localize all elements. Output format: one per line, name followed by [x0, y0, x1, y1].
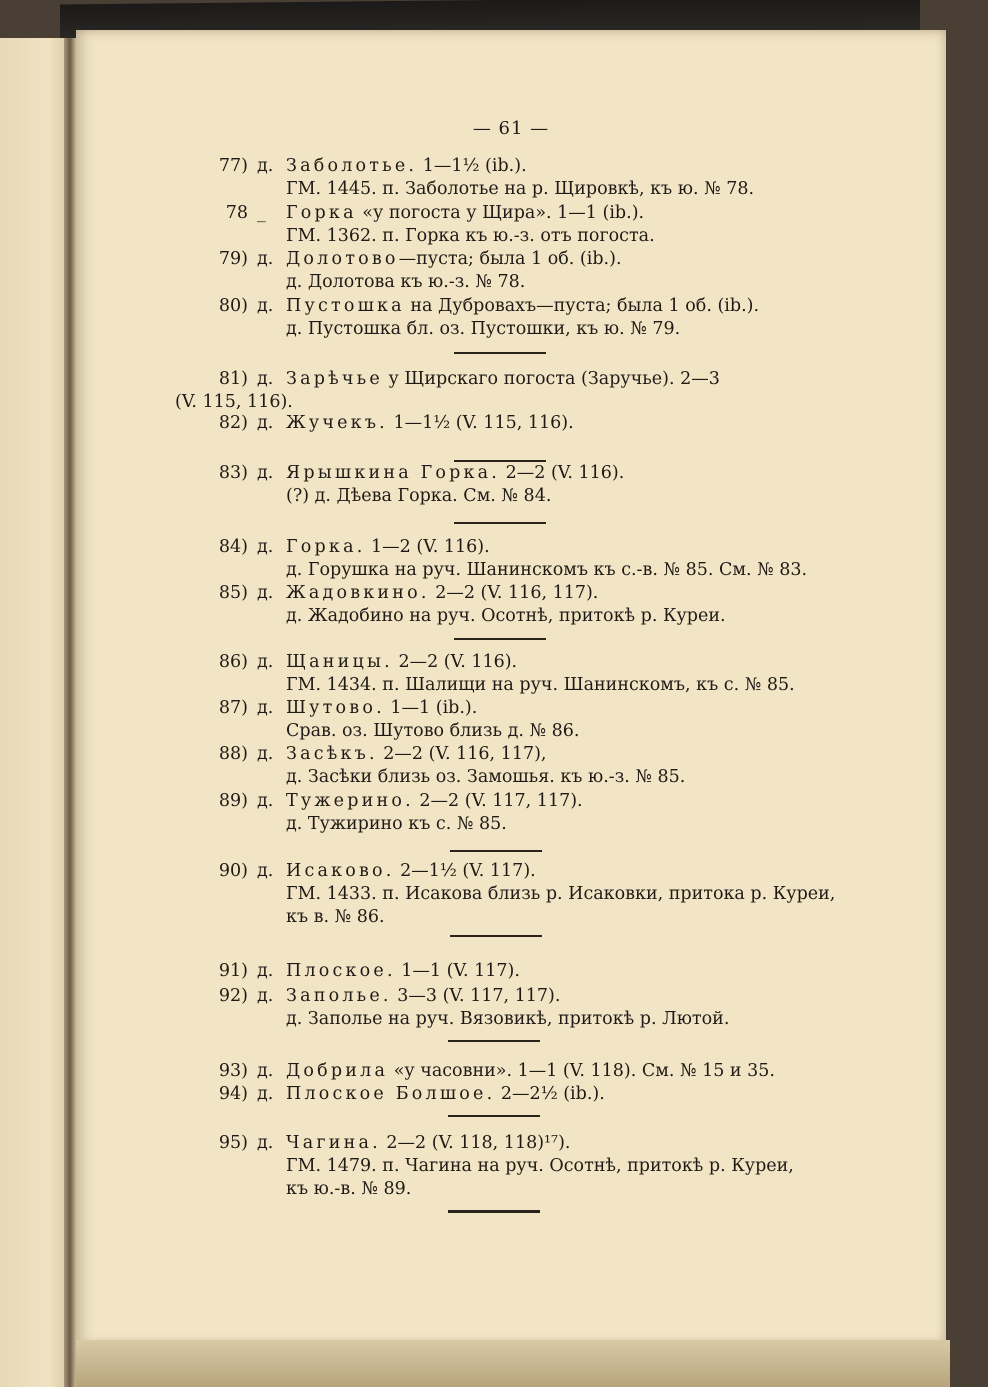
settlement-name: Жадовкино.	[286, 583, 430, 603]
entry-details: 2—2 (V. 116).	[392, 652, 518, 672]
entry-text	[286, 697, 477, 719]
settlement-type: д.	[257, 156, 274, 176]
book-gutter	[64, 38, 76, 1387]
entry-text	[286, 860, 536, 882]
settlement-name: Тужерино.	[286, 791, 414, 811]
entry-text	[286, 651, 517, 673]
entry-number: 90)	[218, 861, 248, 881]
left-page-edge	[0, 38, 70, 1387]
entry-text	[286, 960, 520, 982]
entry-note: ГМ. 1479. п. Чагина на руч. Осотнѣ, притокѣ р. Куреи,	[286, 1156, 794, 1176]
entry-details: на Дубровахъ—пуста; была 1 об. (ib.).	[404, 296, 760, 316]
entry-details: 2—2 (V. 116).	[500, 463, 625, 483]
settlement-name: Добрила	[286, 1061, 389, 1081]
entry-number: 89)	[218, 791, 248, 811]
separator-rule	[454, 460, 546, 462]
entry-number: 81)	[218, 369, 248, 389]
entry-note: д. Жадобино на руч. Осотнѣ, притокѣ р. Куреи.	[286, 606, 726, 626]
settlement-name: Ярышкина Горка.	[286, 463, 501, 483]
settlement-name: Пустошка	[286, 296, 405, 316]
separator-rule	[454, 638, 546, 640]
end-rule	[448, 1210, 540, 1213]
entry-details: «у погоста у Щира». 1—1 (ib.).	[356, 203, 645, 223]
entry-text	[286, 1083, 605, 1105]
entry-details: 1—1 (ib.).	[384, 698, 478, 718]
settlement-name: Засѣкъ.	[286, 744, 378, 764]
entry-note: ГМ. 1445. п. Заболотье на р. Щировкѣ, къ ю. № 78.	[286, 179, 755, 199]
settlement-name: Жучекъ.	[286, 413, 388, 433]
settlement-type: д.	[257, 463, 274, 483]
entry-text	[286, 248, 622, 270]
entry-note: (V. 115, 116).	[175, 392, 293, 412]
entry-text	[286, 790, 583, 812]
entry-number: 95)	[218, 1133, 248, 1153]
settlement-type: д.	[257, 861, 274, 881]
entry-note: д. Пустошка бл. оз. Пустошки, къ ю. № 79.	[286, 319, 681, 339]
entry-text	[286, 155, 527, 177]
settlement-name: Горка	[286, 203, 357, 223]
entry-note: ГМ. 1433. п. Исакова близь р. Исаковки, притока р. Куреи,	[286, 884, 836, 904]
settlement-type: д.	[257, 413, 274, 433]
entry-number: 87)	[218, 698, 248, 718]
settlement-type: д.	[257, 369, 274, 389]
entry-details: 2—2 (V. 117, 117).	[413, 791, 583, 811]
entry-details: 2—2½ (ib.).	[495, 1084, 605, 1104]
entry-details: —пуста; была 1 об. (ib.).	[398, 249, 622, 269]
entry-text	[286, 985, 560, 1007]
entry-text	[286, 743, 546, 765]
entry-details: 2—2 (V. 116, 117),	[377, 744, 547, 764]
settlement-name: Чагина.	[286, 1133, 381, 1153]
entry-text	[286, 536, 490, 558]
settlement-type: д.	[257, 791, 274, 811]
settlement-type: д.	[257, 1061, 274, 1081]
settlement-name: Шутово.	[286, 698, 385, 718]
settlement-name: Долотово	[286, 249, 399, 269]
entry-note: д. Долотова къ ю.-з. № 78.	[286, 272, 526, 292]
entry-number: 80)	[218, 296, 248, 316]
settlement-name: Горка.	[286, 537, 366, 557]
separator-rule	[448, 1040, 540, 1042]
entry-number: 83)	[218, 463, 248, 483]
page-bottom-edge	[76, 1340, 950, 1387]
entry-details: 1—1½ (V. 115, 116).	[387, 413, 574, 433]
settlement-name: Исаково.	[286, 861, 395, 881]
settlement-type: д.	[257, 961, 274, 981]
entry-text	[286, 462, 624, 484]
settlement-name: Плоское Болшое.	[286, 1084, 496, 1104]
entry-text	[286, 412, 574, 434]
entry-note: Срав. оз. Шутово близь д. № 86.	[286, 721, 580, 741]
entry-note: къ ю.-в. № 89.	[286, 1179, 412, 1199]
entry-details: 1—1 (V. 117).	[395, 961, 520, 981]
settlement-type: д.	[257, 986, 274, 1006]
entry-text	[286, 1060, 775, 1082]
entry-note: д. Горушка на руч. Шанинскомъ къ с.-в. № 85. См. № 83.	[286, 560, 808, 580]
settlement-type: д.	[257, 1084, 274, 1104]
entry-text	[286, 1132, 570, 1154]
entry-details: у Щирскаго погоста (Заручье). 2—3	[382, 369, 720, 389]
entry-number: 91)	[218, 961, 248, 981]
settlement-name: Заболотье.	[286, 156, 418, 176]
settlement-name: Заполье.	[286, 986, 392, 1006]
separator-rule	[454, 522, 546, 524]
entry-text	[286, 295, 759, 317]
separator-rule	[450, 850, 542, 852]
entry-text	[286, 582, 598, 604]
entry-text	[286, 368, 720, 390]
settlement-type: д.	[257, 249, 274, 269]
entry-number: 93)	[218, 1061, 248, 1081]
settlement-type: д.	[257, 296, 274, 316]
page-number: — 61 —	[472, 118, 550, 139]
entry-number: 94)	[218, 1084, 248, 1104]
entry-number: 88)	[218, 744, 248, 764]
entry-details: 1—1½ (ib.).	[417, 156, 527, 176]
settlement-type: д.	[257, 583, 274, 603]
settlement-name: Щаницы.	[286, 652, 393, 672]
entry-number: 85)	[218, 583, 248, 603]
settlement-type: д.	[257, 744, 274, 764]
settlement-type: д.	[257, 698, 274, 718]
settlement-type: д.	[257, 537, 274, 557]
separator-rule	[448, 1115, 540, 1117]
entry-note: ГМ. 1362. п. Горка къ ю.-з. отъ погоста.	[286, 226, 655, 246]
entry-details: 1—2 (V. 116).	[365, 537, 490, 557]
entry-number: 92)	[218, 986, 248, 1006]
entry-note: д. Тужирино къ с. № 85.	[286, 814, 507, 834]
entry-details: «у часовни». 1—1 (V. 118). См. № 15 и 35.	[388, 1061, 775, 1081]
entry-number: 82)	[218, 413, 248, 433]
settlement-type: д.	[257, 1133, 274, 1153]
settlement-type: д.	[257, 652, 274, 672]
entry-number: 84)	[218, 537, 248, 557]
entry-details: 2—2 (V. 118, 118)¹⁷).	[380, 1133, 571, 1153]
entry-number: 79)	[218, 249, 248, 269]
settlement-name: Плоское.	[286, 961, 396, 981]
entry-details: 2—2 (V. 116, 117).	[429, 583, 599, 603]
entry-note: (?) д. Дѣева Горка. См. № 84.	[286, 486, 552, 506]
entry-number: 86)	[218, 652, 248, 672]
separator-rule	[450, 935, 542, 937]
entry-note: къ в. № 86.	[286, 907, 385, 927]
entry-note: ГМ. 1434. п. Шалищи на руч. Шанинскомъ, къ с. № 85.	[286, 675, 795, 695]
entry-details: 3—3 (V. 117, 117).	[391, 986, 561, 1006]
entry-details: 2—1½ (V. 117).	[394, 861, 536, 881]
entry-text	[286, 202, 644, 224]
entry-note: д. Засѣки близь оз. Замошья. къ ю.-з. № 85.	[286, 767, 686, 787]
entry-number: 77)	[218, 156, 248, 176]
settlement-type: _	[257, 203, 266, 223]
separator-rule	[454, 352, 546, 354]
settlement-name: Зарѣчье	[286, 369, 383, 389]
entry-note: д. Заполье на руч. Вязовикѣ, притокѣ р. Лютой.	[286, 1009, 730, 1029]
entry-number: 78	[225, 203, 248, 223]
